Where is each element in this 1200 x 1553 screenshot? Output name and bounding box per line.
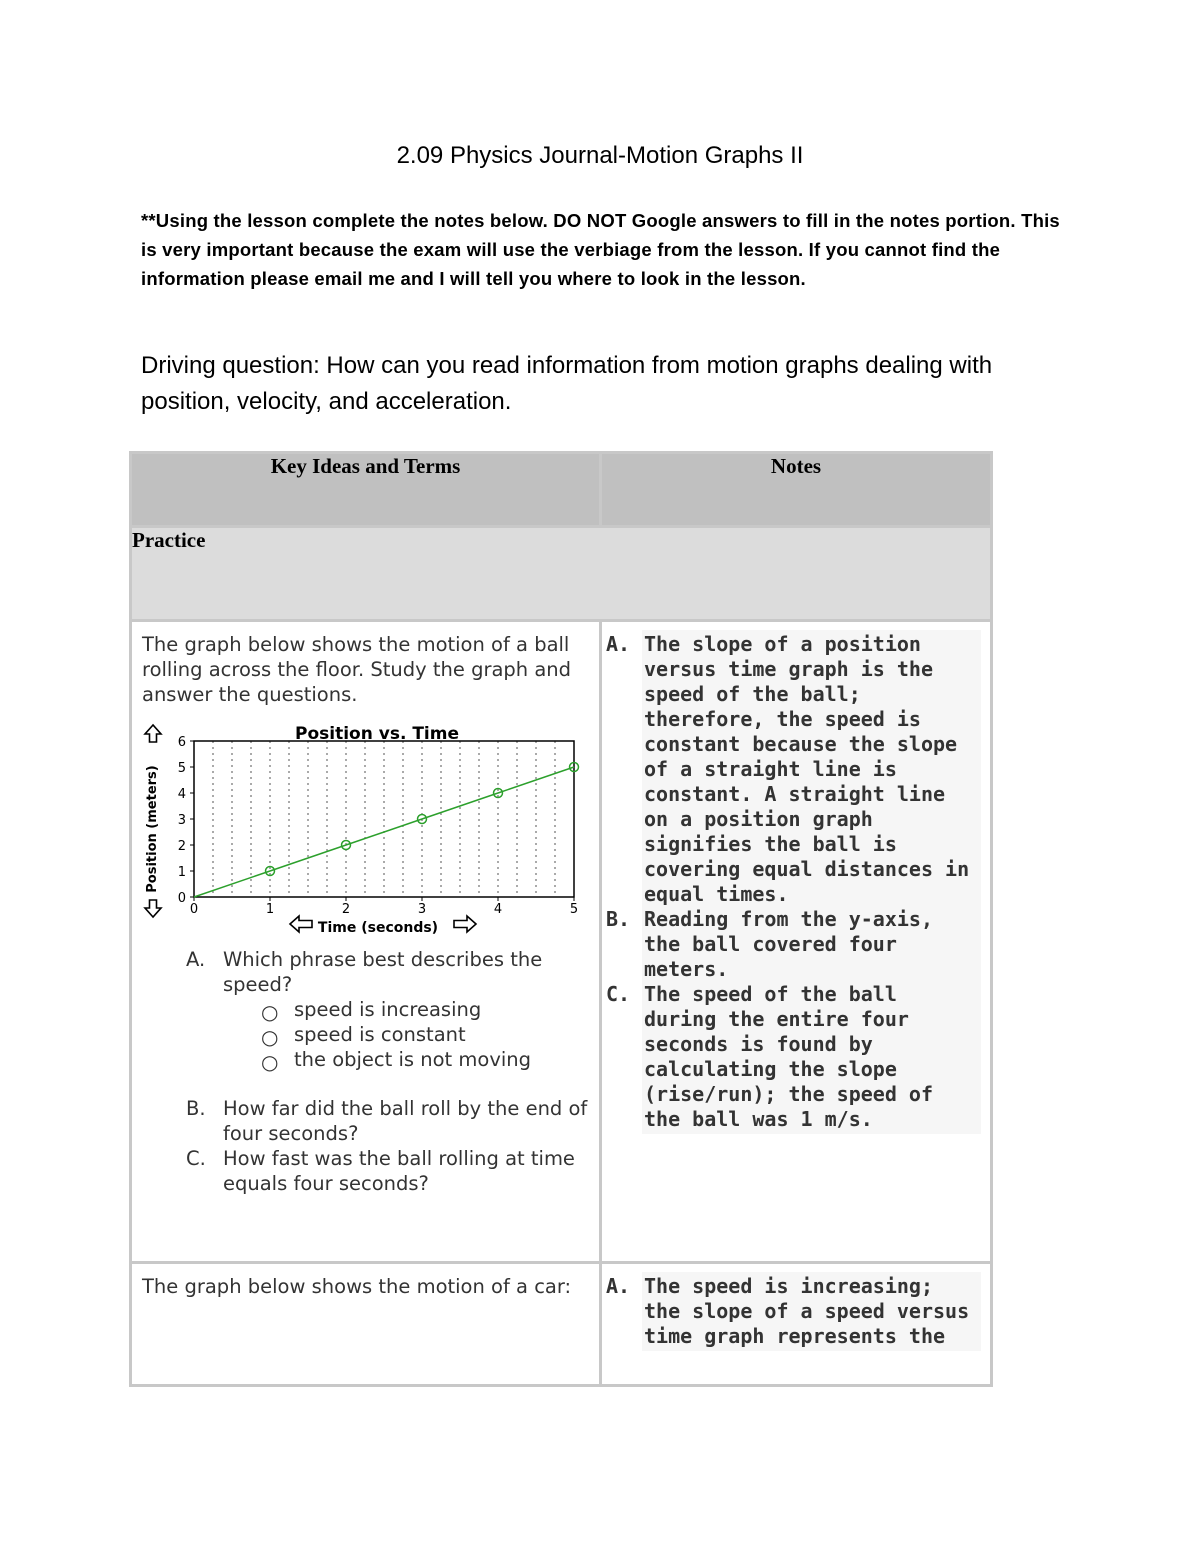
up-arrow-icon: [145, 725, 161, 742]
answer-marker: A.: [606, 1274, 631, 1298]
option-list: [223, 997, 591, 1072]
question-marker: C.: [186, 1147, 206, 1170]
col-header-notes: Notes: [601, 453, 992, 527]
y-tick-label: 5: [177, 761, 186, 776]
right-arrow-icon: [454, 916, 476, 932]
list-item: [186, 1146, 591, 1196]
down-arrow-icon: [145, 900, 161, 917]
question-marker: B.: [186, 1097, 206, 1120]
question-prompt: The graph below shows the motion of a car:: [142, 1275, 572, 1298]
instructions: **Using the lesson complete the notes below. DO NOT Google answers to fill in the notes portion. This is very important because the exam will use the verbiage from the lesson. If you cannot find the information please email me and I will tell you where to look in the lesson.: [141, 210, 1060, 289]
answer-marker: A.: [606, 632, 631, 656]
x-tick-label: 3: [417, 902, 427, 917]
driving-question: Driving question: How can you read information from motion graphs dealing with position, velocity, and acceleration.: [141, 352, 993, 415]
answer-list: [606, 632, 981, 1132]
question-prompt: The graph below shows the motion of a ball rolling across the floor. Study the graph and answer the questions.: [142, 633, 572, 706]
x-tick-label: 5: [569, 902, 579, 917]
chart-title: Position vs. Time: [295, 724, 459, 744]
chart-ylabel: Position (meters): [145, 765, 160, 893]
notes-cell[interactable]: [601, 621, 992, 1263]
radio-circle-icon[interactable]: ○: [261, 1000, 279, 1024]
question-text: Which phrase best describes the speed?: [223, 948, 543, 996]
radio-circle-icon[interactable]: ○: [261, 1025, 279, 1049]
page-title: 2.09 Physics Journal-Motion Graphs II: [396, 142, 804, 169]
option-label: speed is constant: [294, 1023, 466, 1046]
y-tick-label: 2: [177, 839, 186, 854]
section-row: [131, 527, 992, 621]
x-tick-label: 4: [493, 902, 503, 917]
left-arrow-icon: [290, 916, 312, 932]
option-label: speed is increasing: [294, 998, 482, 1021]
notes-cell[interactable]: [601, 1263, 992, 1386]
answer-list: [606, 1274, 981, 1349]
question-cell: [131, 1263, 601, 1386]
table-header-row: [131, 453, 992, 527]
option-label: the object is not moving: [294, 1048, 532, 1071]
x-tick-label: 2: [341, 902, 351, 917]
list-item: [186, 947, 591, 1096]
answer-marker: B.: [606, 907, 631, 931]
section-label: Practice: [131, 527, 992, 621]
option-item[interactable]: [261, 1022, 591, 1047]
chart-ticks: [178, 735, 578, 917]
answer-block: [606, 630, 981, 1134]
chart-svg: [142, 721, 602, 941]
x-tick-label: 1: [265, 902, 275, 917]
option-item[interactable]: [261, 997, 591, 1022]
col-header-key-ideas: Key Ideas and Terms: [131, 453, 601, 527]
question-text: How fast was the ball rolling at time equals four seconds?: [223, 1147, 575, 1195]
list-item: [606, 907, 981, 982]
table-row: [131, 621, 992, 1263]
answer-block: [606, 1272, 981, 1351]
y-tick-label: 4: [177, 787, 186, 802]
list-item: [606, 982, 981, 1132]
answer-text: The slope of a position versus time graph is the speed of the ball; therefore, the speed is constant because the slope of a straight line is constant. A straight line on a position graph signifies the ball is covering equal distances in equal times.: [644, 632, 970, 906]
question-marker: A.: [186, 948, 206, 971]
answer-text: Reading from the y-axis, the ball covered four meters.: [644, 907, 933, 981]
question-cell: [131, 621, 601, 1263]
question-list: [142, 947, 591, 1196]
answer-text: The speed of the ball during the entire four seconds is found by calculating the slope (rise/run); the speed of the ball was 1 m/s.: [644, 982, 933, 1131]
answer-text: The speed is increasing; the slope of a speed versus time graph represents the: [644, 1274, 970, 1348]
y-tick-label: 0: [177, 891, 186, 906]
chart-grid: [194, 741, 574, 897]
list-item: [606, 632, 981, 907]
question-text: How far did the ball roll by the end of four seconds?: [223, 1097, 588, 1145]
chart-xlabel: Time (seconds): [317, 920, 439, 936]
position-time-chart: [142, 721, 591, 941]
y-tick-label: 1: [177, 865, 186, 880]
option-item[interactable]: [261, 1047, 591, 1072]
answer-marker: C.: [606, 982, 631, 1006]
list-item: [606, 1274, 981, 1349]
radio-circle-icon[interactable]: ○: [261, 1050, 279, 1074]
y-tick-label: 6: [177, 735, 186, 750]
notes-table: [129, 451, 993, 1387]
y-tick-label: 3: [177, 813, 186, 828]
table-row: [131, 1263, 992, 1386]
list-item: [186, 1096, 591, 1146]
x-tick-label: 0: [189, 902, 199, 917]
